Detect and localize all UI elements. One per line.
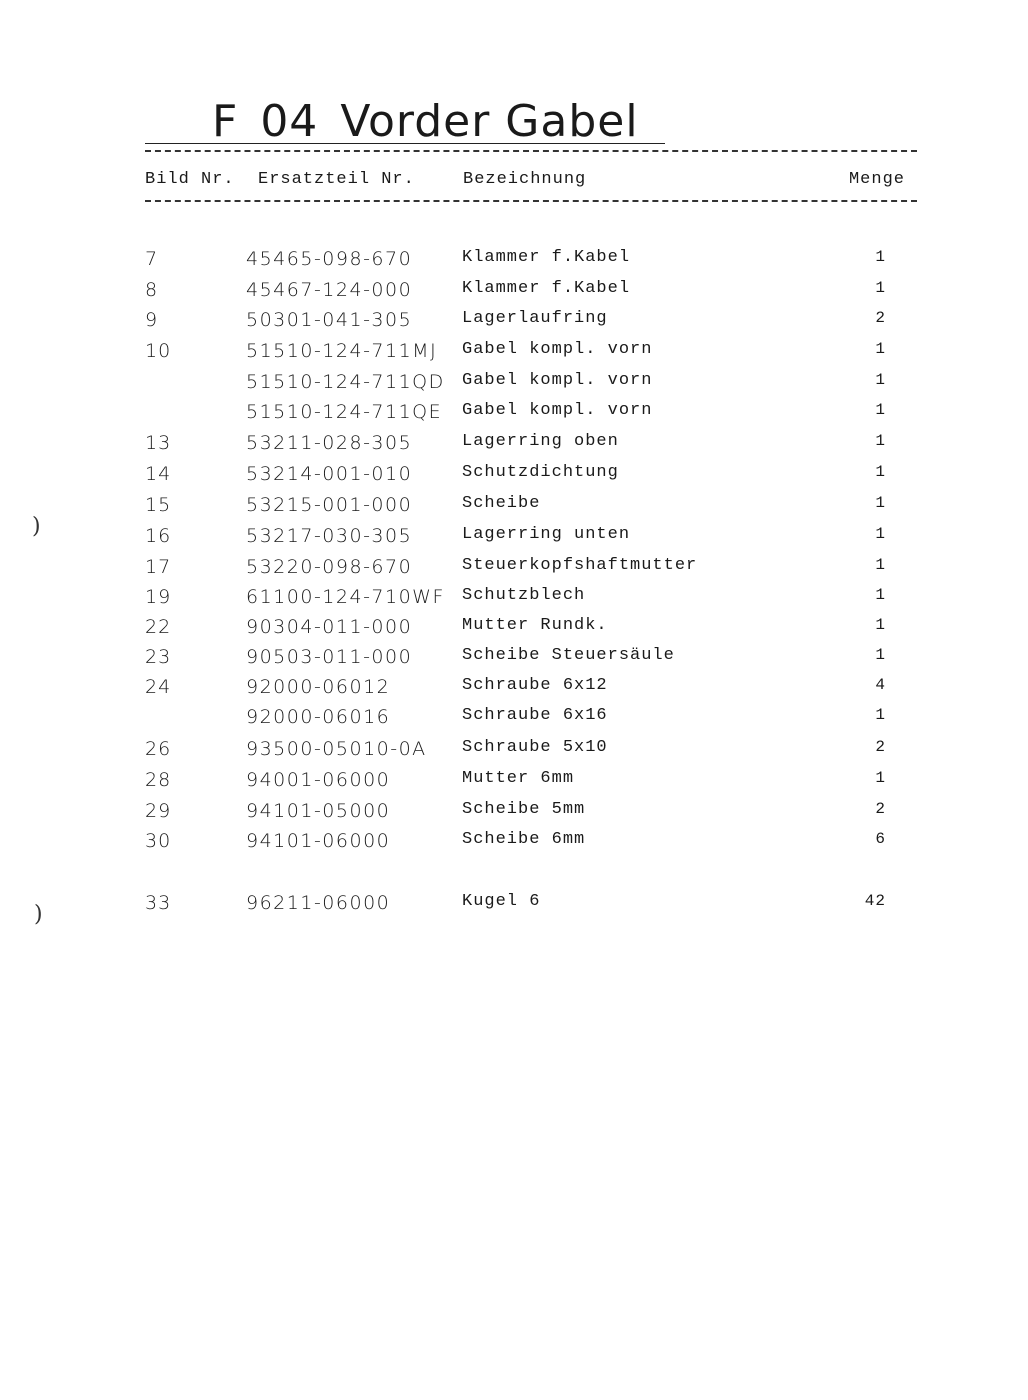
part-description: Klammer f.Kabel — [462, 248, 631, 267]
bild-number: 14 — [145, 463, 172, 485]
part-number: 45467-124-000 — [246, 279, 413, 301]
bild-number: 15 — [145, 494, 172, 516]
part-description: Scheibe 6mm — [462, 830, 586, 849]
part-description: Scheibe Steuersäule — [462, 646, 675, 665]
bild-number: 9 — [145, 309, 159, 331]
table-row — [0, 892, 1028, 922]
quantity: 2 — [875, 800, 886, 818]
bild-number: 22 — [145, 616, 172, 638]
part-description: Gabel kompl. vorn — [462, 401, 653, 420]
bild-number: 17 — [145, 556, 172, 578]
table-row — [0, 340, 1028, 370]
quantity: 1 — [875, 248, 886, 266]
quantity: 42 — [864, 892, 886, 910]
quantity: 6 — [875, 830, 886, 848]
bild-number: 10 — [145, 340, 172, 362]
table-row — [0, 676, 1028, 706]
punch-hole-mark: ) — [32, 514, 41, 539]
quantity: 2 — [875, 738, 886, 756]
quantity: 1 — [875, 463, 886, 481]
part-number: 53211-028-305 — [246, 432, 413, 454]
quantity: 1 — [875, 646, 886, 664]
bild-number: 26 — [145, 738, 172, 760]
bild-number: 28 — [145, 769, 172, 791]
quantity: 1 — [875, 432, 886, 450]
quantity: 1 — [875, 340, 886, 358]
quantity: 1 — [875, 401, 886, 419]
quantity: 1 — [875, 616, 886, 634]
part-description: Mutter 6mm — [462, 769, 575, 788]
part-number: 96211-06000 — [246, 892, 391, 914]
bild-number: 7 — [145, 248, 159, 270]
table-row — [0, 556, 1028, 586]
bild-number: 23 — [145, 646, 172, 668]
part-number: 50301-041-305 — [246, 309, 413, 331]
part-number: 53215-001-000 — [246, 494, 413, 516]
table-row — [0, 830, 1028, 860]
quantity: 1 — [875, 525, 886, 543]
column-header-bezeichnung: Bezeichnung — [463, 170, 587, 189]
part-number: 93500-05010-0A — [246, 738, 427, 760]
part-number: 90304-011-000 — [246, 616, 413, 638]
bild-number: 24 — [145, 676, 172, 698]
part-number: 94101-05000 — [246, 800, 391, 822]
quantity: 1 — [875, 706, 886, 724]
title-number: 04 — [260, 96, 319, 147]
table-row — [0, 463, 1028, 493]
bild-number: 16 — [145, 525, 172, 547]
column-header-menge: Menge — [848, 170, 905, 189]
quantity: 1 — [875, 586, 886, 604]
quantity: 1 — [875, 371, 886, 389]
part-description: Steuerkopfshaftmutter — [462, 556, 698, 575]
quantity: 1 — [875, 556, 886, 574]
table-row — [0, 738, 1028, 768]
bild-number: 19 — [145, 586, 172, 608]
part-description: Schraube 6x12 — [462, 676, 608, 695]
table-row — [0, 371, 1028, 401]
bild-number: 30 — [145, 830, 172, 852]
bild-number: 13 — [145, 432, 172, 454]
table-row — [0, 586, 1028, 616]
table-row — [0, 248, 1028, 278]
table-row — [0, 401, 1028, 431]
column-header-bild-nr: Bild Nr. — [145, 170, 235, 189]
part-description: Scheibe 5mm — [462, 800, 586, 819]
quantity: 4 — [875, 676, 886, 694]
part-description: Kugel 6 — [462, 892, 541, 911]
table-row — [0, 800, 1028, 830]
part-description: Klammer f.Kabel — [462, 279, 631, 298]
part-number: 90503-011-000 — [246, 646, 413, 668]
part-description: Lagerlaufring — [462, 309, 608, 328]
part-description: Lagerring unten — [462, 525, 631, 544]
table-row — [0, 279, 1028, 309]
punch-hole-mark: ) — [34, 902, 43, 927]
table-row — [0, 706, 1028, 736]
part-number: 53214-001-010 — [246, 463, 413, 485]
table-row — [0, 616, 1028, 646]
part-description: Lagerring oben — [462, 432, 619, 451]
part-number: 94001-06000 — [246, 769, 391, 791]
bild-number: 33 — [145, 892, 172, 914]
part-description: Mutter Rundk. — [462, 616, 608, 635]
part-number: 51510-124-711MJ — [246, 340, 438, 362]
bild-number: 8 — [145, 279, 159, 301]
title-text: Vorder Gabel — [340, 96, 639, 147]
title-code: F — [212, 96, 239, 147]
table-row — [0, 432, 1028, 462]
table-row — [0, 769, 1028, 799]
part-number: 61100-124-710WF — [246, 586, 445, 608]
part-number: 92000-06012 — [246, 676, 391, 698]
part-number: 92000-06016 — [246, 706, 391, 728]
bild-number: 29 — [145, 800, 172, 822]
part-description: Gabel kompl. vorn — [462, 340, 653, 359]
table-row — [0, 494, 1028, 524]
quantity: 1 — [875, 494, 886, 512]
part-number: 45465-098-670 — [246, 248, 413, 270]
part-number: 53217-030-305 — [246, 525, 413, 547]
quantity: 1 — [875, 279, 886, 297]
quantity: 2 — [875, 309, 886, 327]
part-number: 94101-06000 — [246, 830, 391, 852]
part-number: 53220-098-670 — [246, 556, 413, 578]
part-description: Scheibe — [462, 494, 541, 513]
column-header-ersatzteil-nr: Ersatzteil Nr. — [258, 170, 415, 189]
part-description: Gabel kompl. vorn — [462, 371, 653, 390]
part-description: Schraube 5x10 — [462, 738, 608, 757]
part-description: Schutzdichtung — [462, 463, 619, 482]
table-row — [0, 646, 1028, 676]
part-number: 51510-124-711QD — [246, 371, 445, 393]
part-description: Schutzblech — [462, 586, 586, 605]
part-number: 51510-124-711QE — [246, 401, 443, 423]
part-description: Schraube 6x16 — [462, 706, 608, 725]
table-row — [0, 525, 1028, 555]
table-row — [0, 309, 1028, 339]
quantity: 1 — [875, 769, 886, 787]
